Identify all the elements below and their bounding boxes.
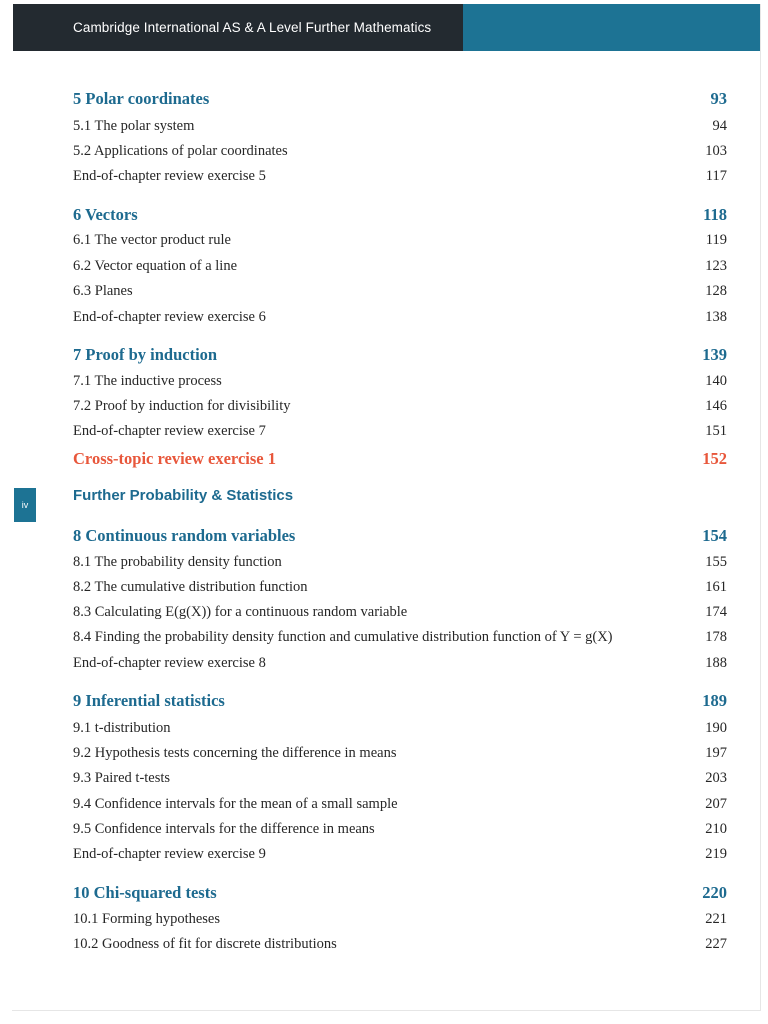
- toc-title: 5 Polar coordinates: [73, 89, 210, 108]
- toc-chapter-row: [73, 88, 727, 110]
- toc-page-number: 155: [705, 553, 727, 570]
- toc-entry-row: [73, 843, 727, 865]
- toc-page-number: 188: [705, 654, 727, 671]
- toc-title: 10.1 Forming hypotheses: [73, 910, 221, 927]
- toc-title: 5.1 The polar system: [73, 117, 195, 134]
- toc-entry-row: [73, 255, 727, 277]
- header-title-bar: [13, 4, 463, 51]
- toc-title: End-of-chapter review exercise 7: [73, 422, 266, 439]
- toc-title: 9.4 Confidence intervals for the mean of a small sample: [73, 795, 398, 812]
- page-number-tab: iv: [14, 488, 36, 522]
- toc-title: 8.4 Finding the probability density function and cumulative distribution function of Y = g(X): [73, 628, 613, 645]
- toc-entry-row: [73, 933, 727, 955]
- toc-title: 9.2 Hypothesis tests concerning the difference in means: [73, 744, 397, 761]
- toc-page-number: 227: [705, 935, 727, 952]
- toc-entry-row: [73, 576, 727, 598]
- toc-page-number: 94: [712, 117, 727, 134]
- toc-page-number: 190: [705, 719, 727, 736]
- toc-page-number: 178: [705, 628, 727, 645]
- toc-title: 7.2 Proof by induction for divisibility: [73, 397, 291, 414]
- toc-entry-row: [73, 420, 727, 442]
- toc-title: 9.1 t-distribution: [73, 719, 171, 736]
- toc-title: End-of-chapter review exercise 5: [73, 167, 266, 184]
- toc-title: 10 Chi-squared tests: [73, 883, 217, 902]
- toc-page-number: 220: [702, 883, 727, 902]
- toc-page-number: 140: [705, 372, 727, 389]
- toc-cross-topic-row: [73, 448, 727, 470]
- toc-entry-row: [73, 280, 727, 302]
- toc-title: 6.1 The vector product rule: [73, 231, 231, 248]
- toc-chapter-row: [73, 204, 727, 226]
- toc-entry-row: [73, 395, 727, 417]
- toc-title: 8.2 The cumulative distribution function: [73, 578, 308, 595]
- toc-chapter-row: [73, 525, 727, 547]
- toc-title: 5.2 Applications of polar coordinates: [73, 142, 288, 159]
- toc-entry-row: [73, 652, 727, 674]
- toc-title: 9 Inferential statistics: [73, 691, 225, 710]
- toc-title: 8.1 The probability density function: [73, 553, 282, 570]
- toc-page-number: 93: [710, 89, 727, 108]
- toc-page-number: 207: [705, 795, 727, 812]
- toc-title: End-of-chapter review exercise 9: [73, 845, 266, 862]
- book-title: Cambridge International AS & A Level Further Mathematics: [73, 20, 432, 35]
- toc-title: 8.3 Calculating E(g(X)) for a continuous random variable: [73, 603, 408, 620]
- page-header: [13, 4, 760, 51]
- toc-page-number: 219: [705, 845, 727, 862]
- toc-chapter-row: [73, 690, 727, 712]
- toc-entry-row: [73, 306, 727, 328]
- toc-entry-row: [73, 742, 727, 764]
- toc-title: 6 Vectors: [73, 205, 138, 224]
- toc-entry-row: [73, 140, 727, 162]
- section-title: Further Probability & Statistics: [73, 487, 294, 504]
- toc-page-number: 123: [705, 257, 727, 274]
- toc-page-number: 189: [702, 691, 727, 710]
- toc-page-number: 197: [705, 744, 727, 761]
- toc-page-number: 119: [705, 231, 727, 248]
- toc-page-number: 174: [705, 603, 727, 620]
- toc-chapter-row: [73, 882, 727, 904]
- toc-title: 9.5 Confidence intervals for the difference in means: [73, 820, 375, 837]
- toc-title: End-of-chapter review exercise 6: [73, 308, 266, 325]
- toc-page-number: 103: [705, 142, 727, 159]
- toc-title: 9.3 Paired t-tests: [73, 769, 171, 786]
- toc-entry-row: [73, 767, 727, 789]
- toc-title: 7.1 The inductive process: [73, 372, 222, 389]
- toc-page-number: 128: [705, 282, 727, 299]
- toc-entry-row: [73, 717, 727, 739]
- toc-page-number: 139: [702, 345, 727, 364]
- toc-title: 10.2 Goodness of fit for discrete distributions: [73, 935, 337, 952]
- toc-title: 8 Continuous random variables: [73, 526, 296, 545]
- toc-entry-row: [73, 551, 727, 573]
- toc-entry-row: [73, 793, 727, 815]
- toc-title: End-of-chapter review exercise 8: [73, 654, 266, 671]
- toc-page-number: 151: [705, 422, 727, 439]
- toc-page-number: 138: [705, 308, 727, 325]
- toc-page-number: 146: [705, 397, 727, 414]
- toc-entry-row: [73, 370, 727, 392]
- toc-page-number: 210: [705, 820, 727, 837]
- toc-title: 6.3 Planes: [73, 282, 133, 299]
- toc-page-number: 117: [705, 167, 727, 184]
- toc-page-number: 154: [702, 526, 727, 545]
- header-accent-bar: [463, 4, 760, 51]
- toc-page-number: 161: [705, 578, 727, 595]
- toc-entry-row: [73, 818, 727, 840]
- toc-entry-row: [73, 908, 727, 930]
- toc-entry-row: [73, 626, 727, 648]
- toc-entry-row: [73, 165, 727, 187]
- toc-title: 7 Proof by induction: [73, 345, 218, 364]
- toc-chapter-row: [73, 344, 727, 366]
- toc-page-number: 203: [705, 769, 727, 786]
- toc-title: 6.2 Vector equation of a line: [73, 257, 238, 274]
- toc-page-number: 152: [702, 449, 727, 468]
- toc-entry-row: [73, 115, 727, 137]
- toc-entry-row: [73, 229, 727, 251]
- toc-page-number: 118: [703, 205, 727, 224]
- toc-title: Cross-topic review exercise 1: [73, 449, 276, 468]
- toc-entry-row: [73, 601, 727, 623]
- toc-page-number: 221: [705, 910, 727, 927]
